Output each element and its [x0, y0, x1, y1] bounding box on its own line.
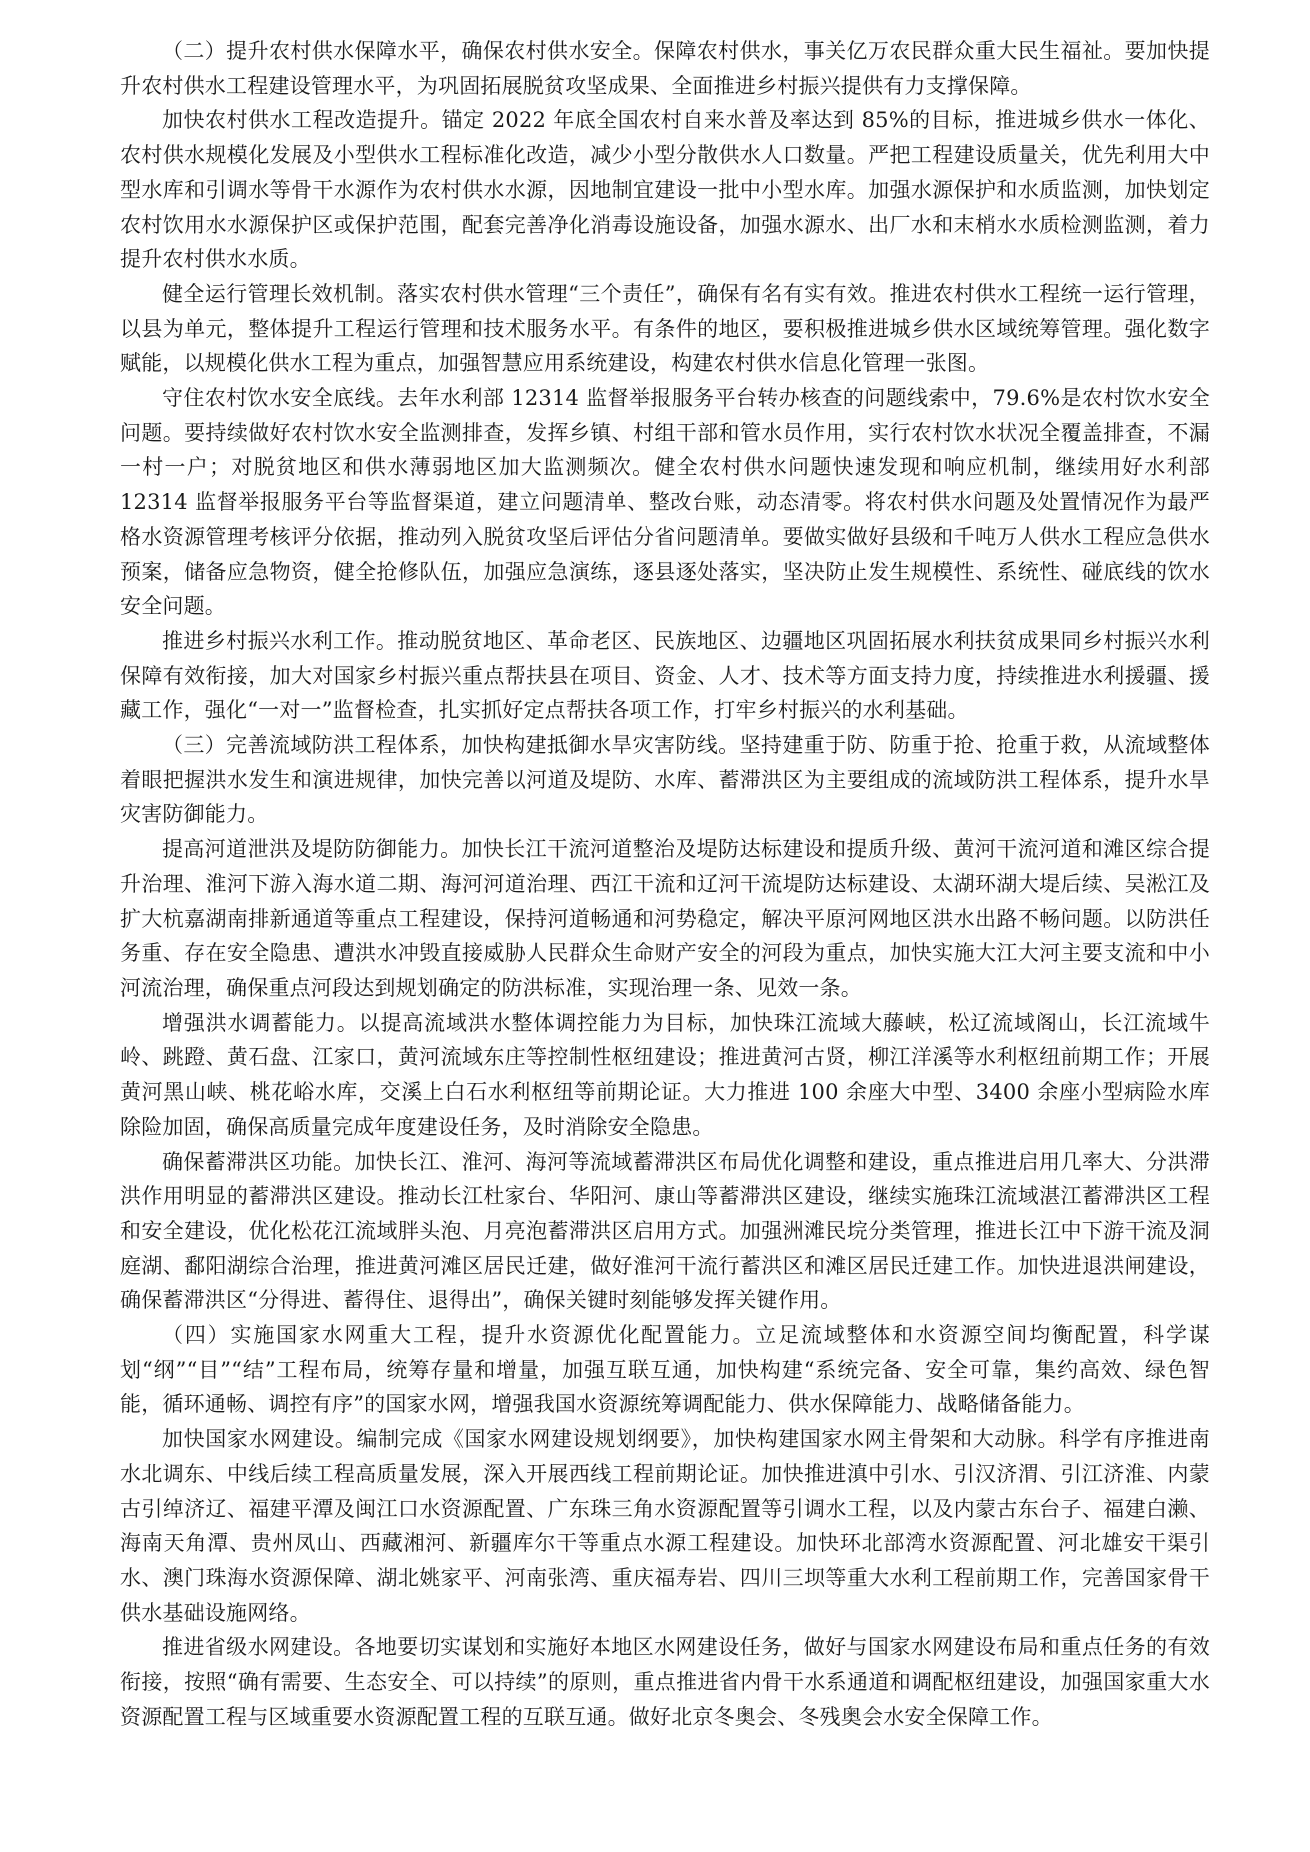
section-2-heading-paragraph: （二）提升农村供水保障水平，确保农村供水安全。保障农村供水，事关亿万农民群众重大民生福祉。要加快提升农村供水工程建设管理水平，为巩固拓展脱贫攻坚成果、全面推进乡村振兴提供有力支撑保障。: [120, 39, 1210, 98]
section-4-heading-paragraph: （四）实施国家水网重大工程，提升水资源优化配置能力。立足流域整体和水资源空间均衡配置，科学谋划“纲”“目”“结”工程布局，统筹存量和增量，加强互联互通，加快构建“系统完备、安全可靠，集约高效、绿色智能，循环通畅、调控有序”的国家水网，增强我国水资源统筹调配能力、供水保障能力、战略储备能力。: [120, 1323, 1210, 1417]
section-3-heading-paragraph: （三）完善流域防洪工程体系，加快构建抵御水旱灾害防线。坚持建重于防、防重于抢、抢重于救，从流域整体着眼把握洪水发生和演进规律，加快完善以河道及堤防、水库、蓄滞洪区为主要组成的流域防洪工程体系，提升水旱灾害防御能力。: [120, 733, 1210, 827]
document-page: [120, 34, 1210, 1734]
detention-basin-paragraph: 确保蓄滞洪区功能。加快长江、淮河、海河等流域蓄滞洪区布局优化调整和建设，重点推进启用几率大、分洪滞洪作用明显的蓄滞洪区建设。推动长江杜家台、华阳河、康山等蓄滞洪区建设，继续实施珠江流域湛江蓄滞洪区工程和安全建设，优化松花江流域胖头泡、月亮泡蓄滞洪区启用方式。加强洲滩民垸分类管理，推进长江中下游干流及洞庭湖、鄱阳湖综合治理，推进黄河滩区居民迁建，做好淮河干流行蓄洪区和滩区居民迁建工作。加快进退洪闸建设，确保蓄滞洪区“分得进、蓄得住、退得出”，确保关键时刻能够发挥关键作用。: [120, 1149, 1210, 1313]
flood-regulation-paragraph: 增强洪水调蓄能力。以提高流域洪水整体调控能力为目标，加快珠江流域大藤峡，松辽流域阁山，长江流域牛岭、跳蹬、黄石盘、江家口，黄河流域东庄等控制性枢纽建设；推进黄河古贤，柳江洋溪等水利枢纽前期工作；开展黄河黑山峡、桃花峪水库，交溪上白石水利枢纽等前期论证。大力推进 100 余座大中型、3400 余座小型病险水库除险加固，确保高质量完成年度建设任务，及时消除安全隐患。: [120, 1010, 1210, 1139]
rural-supply-upgrade-paragraph: 加快农村供水工程改造提升。锚定 2022 年底全国农村自来水普及率达到 85%的目标，推进城乡供水一体化、农村供水规模化发展及小型供水工程标准化改造，减少小型分散供水人口数量。严把工程建设质量关，优先利用大中型水库和引调水等骨干水源作为农村供水水源，因地制宜建设一批中小型水库。加强水源保护和水质监测，加快划定农村饮用水水源保护区或保护范围，配套完善净化消毒设施设备，加强水源水、出厂水和末梢水水质检测监测，着力提升农村供水水质。: [120, 108, 1210, 272]
provincial-water-network-paragraph: 推进省级水网建设。各地要切实谋划和实施好本地区水网建设任务，做好与国家水网建设布局和重点任务的有效衔接，按照“确有需要、生态安全、可以持续”的原则，重点推进省内骨干水系通道和调配枢纽建设，加强国家重大水资源配置工程与区域重要水资源配置工程的互联互通。做好北京冬奥会、冬残奥会水安全保障工作。: [120, 1635, 1210, 1729]
operation-mechanism-paragraph: 健全运行管理长效机制。落实农村供水管理“三个责任”，确保有名有实有效。推进农村供水工程统一运行管理，以县为单元，整体提升工程运行管理和技术服务水平。有条件的地区，要积极推进城乡供水区域统筹管理。强化数字赋能，以规模化供水工程为重点，加强智慧应用系统建设，构建农村供水信息化管理一张图。: [120, 281, 1210, 376]
drinking-water-safety-paragraph: 守住农村饮水安全底线。去年水利部 12314 监督举报服务平台转办核查的问题线索中，79.6%是农村饮水安全问题。要持续做好农村饮水安全监测排查，发挥乡镇、村组干部和管水员作用，实行农村饮水状况全覆盖排查，不漏一村一户；对脱贫地区和供水薄弱地区加大监测频次。健全农村供水问题快速发现和响应机制，继续用好水利部 12314 监督举报服务平台等监督渠道，建立问题清单、整改台账，动态清零。将农村供水问题及处置情况作为最严格水资源管理考核评分依据，推动列入脱贫攻坚后评估分省问题清单。要做实做好县级和千吨万人供水工程应急供水预案，储备应急物资，健全抢修队伍，加强应急演练，逐县逐处落实，坚决防止发生规模性、系统性、碰底线的饮水安全问题。: [120, 386, 1210, 619]
national-water-network-paragraph: 加快国家水网建设。编制完成《国家水网建设规划纲要》，加快构建国家水网主骨架和大动脉。科学有序推进南水北调东、中线后续工程高质量发展，深入开展西线工程前期论证。加快推进滇中引水、引汉济渭、引江济淮、内蒙古引绰济辽、福建平潭及闽江口水资源配置、广东珠三角水资源配置等引调水工程，以及内蒙古东台子、福建白濑、海南天角潭、贵州凤山、西藏湘河、新疆库尔干等重点水源工程建设。加快环北部湾水资源配置、河北雄安干渠引水、澳门珠海水资源保障、湖北姚家平、河南张湾、重庆福寿岩、四川三坝等重大水利工程前期工作，完善国家骨干供水基础设施网络。: [120, 1427, 1210, 1625]
river-flood-discharge-paragraph: 提高河道泄洪及堤防防御能力。加快长江干流河道整治及堤防达标建设和提质升级、黄河干流河道和滩区综合提升治理、淮河下游入海水道二期、海河河道治理、西江干流和辽河干流堤防达标建设、太湖环湖大堤后续、吴淞江及扩大杭嘉湖南排新通道等重点工程建设，保持河道畅通和河势稳定，解决平原河网地区洪水出路不畅问题。以防洪任务重、存在安全隐患、遭洪水冲毁直接威胁人民群众生命财产安全的河段为重点，加快实施大江大河主要支流和中小河流治理，确保重点河段达到规划确定的防洪标准，实现治理一条、见效一条。: [120, 837, 1210, 1000]
rural-revitalization-paragraph: 推进乡村振兴水利工作。推动脱贫地区、革命老区、民族地区、边疆地区巩固拓展水利扶贫成果同乡村振兴水利保障有效衔接，加大对国家乡村振兴重点帮扶县在项目、资金、人才、技术等方面支持力度，持续推进水利援疆、援藏工作，强化“一对一”监督检查，扎实抓好定点帮扶各项工作，打牢乡村振兴的水利基础。: [120, 628, 1210, 723]
